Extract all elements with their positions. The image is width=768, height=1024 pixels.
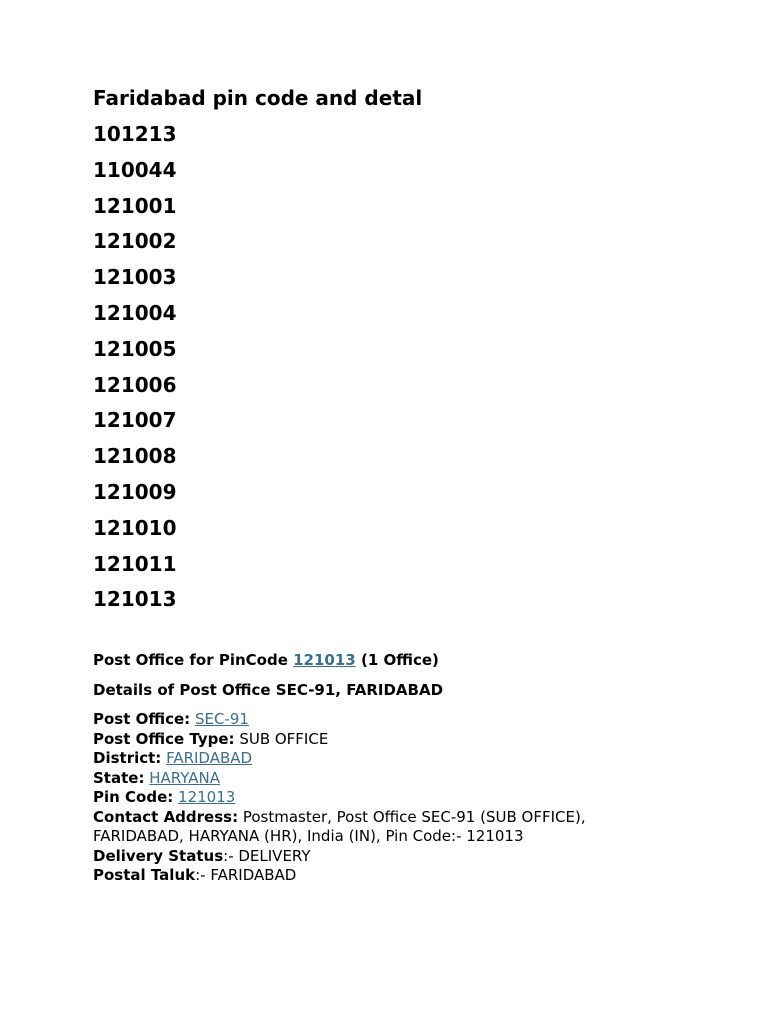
post-office-details — [93, 710, 586, 886]
page-title: Faridabad pin code and detal — [93, 86, 423, 110]
pin-code-item: 121001 — [93, 193, 177, 218]
postal-taluk-label: Postal Taluk — [93, 866, 196, 884]
contact-address-line1: Postmaster, Post Office SEC-91 (SUB OFFICE), — [242, 807, 586, 826]
state-label: State: — [93, 768, 145, 787]
pin-code-item: 121013 — [93, 587, 177, 612]
detail-row-post-office — [93, 710, 586, 730]
pin-code-item: 121011 — [93, 551, 177, 576]
state-link[interactable]: HARYANA — [149, 768, 220, 787]
post-office-label: Post Office: — [93, 710, 191, 728]
pin-code-item: 121002 — [93, 229, 177, 254]
detail-row-address — [93, 808, 586, 828]
pin-code-item: 121009 — [93, 479, 177, 504]
detail-row-type — [93, 730, 586, 750]
detail-row-pin — [93, 788, 586, 808]
pin-code-item: 121008 — [93, 444, 177, 469]
contact-address-label: Contact Address: — [93, 807, 239, 826]
contact-address-line2: FARIDABAD, HARYANA (HR), India (IN), Pin Code:- 121013 — [93, 827, 524, 845]
pin-code-item: 121010 — [93, 515, 177, 540]
details-heading: Details of Post Office SEC-91, FARIDABAD — [93, 681, 444, 699]
pin-code-list — [93, 122, 177, 623]
pin-code-item: 121004 — [93, 300, 177, 325]
pin-code-item: 121005 — [93, 336, 177, 361]
pin-code-link[interactable]: 121013 — [178, 788, 236, 806]
po-for-pin-prefix: Post Office for PinCode — [93, 651, 288, 669]
pin-code-label: Pin Code: — [93, 788, 174, 806]
pin-code-item: 121003 — [93, 265, 177, 290]
pin-code-item: 101213 — [93, 122, 177, 146]
detail-row-delivery — [93, 847, 586, 867]
detail-row-address-cont — [93, 827, 586, 847]
post-office-type-label: Post Office Type: — [93, 729, 235, 748]
post-office-link[interactable]: SEC-91 — [194, 710, 249, 728]
pin-code-item: 110044 — [93, 157, 177, 182]
po-for-pin-suffix: (1 Office) — [360, 651, 439, 669]
postal-taluk-value: :- FARIDABAD — [195, 866, 297, 884]
post-office-type-value: SUB OFFICE — [239, 729, 329, 748]
pin-code-item: 121007 — [93, 408, 177, 433]
pincode-link[interactable]: 121013 — [293, 651, 356, 669]
district-link[interactable]: FARIDABAD — [166, 749, 253, 767]
post-office-for-pincode-heading — [93, 651, 439, 671]
delivery-status-value: :- DELIVERY — [223, 846, 311, 865]
detail-row-taluk — [93, 866, 586, 886]
pin-code-item: 121006 — [93, 372, 177, 397]
district-label: District: — [93, 749, 162, 767]
detail-row-state — [93, 769, 586, 789]
detail-row-district — [93, 749, 586, 769]
delivery-status-label: Delivery Status — [93, 846, 224, 865]
